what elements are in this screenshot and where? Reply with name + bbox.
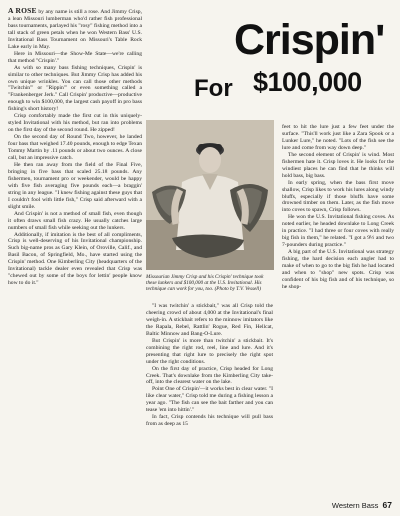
paragraph: As with so many bass fishing techniques, Crispin' is similar to other techniques. But Jimmy Crisp has added his own unique wrinkles. You can call those other methods "Twitchin'" or "Rippin'" or even something called a "Frankenberger Jerk." Call Crispin' productive—productive enough to win $100,000, the largest cash payoff in pro bass fishing's short history!: [8, 64, 142, 113]
paragraph: On the first day of practice, Crisp headed for Long Creek. That's downlake from the Kimberling City take-off, into the clearest water on the lake.: [146, 365, 273, 386]
article-title-for: For: [194, 75, 233, 102]
opening-paragraph: [8, 8, 142, 51]
paragraph: On the second day of Round Two, however, he landed four bass that weighed 17.40 pounds, enough to edge Texan Tommy Martin by .11 pounds or about two ounces. A close call, but an impressive catch.: [8, 134, 142, 162]
paragraph: Additionally, if imitation is the best of all compliments, Crisp is well-deserving of his Invitational championship. Such big-name pros as Gary Klein, of Oroville, Calif., and Basil Bacon, of Springfield, Mo., have started using the Crispin' method. One Kimberling City (headquarters of the Invitational) tackle dealer even revealed that Crisp was "chewed out by some of the boys for lettin' people know how to do it.": [8, 231, 142, 287]
angler-photo: [146, 120, 274, 270]
paragraph: Here in Missouri—the Show-Me State—we're calling that method "Crispin'.": [8, 50, 142, 64]
article-column-3: [282, 124, 394, 496]
lead-in-phrase: A ROSE: [8, 8, 37, 15]
page-number: 67: [382, 500, 392, 510]
photo-illustration: [146, 120, 274, 270]
article-title: Crispin': [234, 16, 385, 64]
paragraph: feet to hit the lure just a few feet under the surface. "This'll work just like a Zara Spook or a Lunker Lure," he noted. "Lots of the fish see the lure and come from way down deep.": [282, 124, 394, 151]
paragraph: But Crispin' is more than twitchin' a stickbait. It's combining the right rod, reel, line and lure. And it's presenting that right lure to precisely the right spot under the right conditions.: [146, 337, 273, 365]
paragraph: A big part of the U.S. Invitational was strategy fishing, the hard decision each angler had to make of when to go to the big fish he had located and when to "shop" new spots. Crisp was confident of his big fish and of his technique, so he shop-: [282, 249, 394, 290]
magazine-name: Western Bass: [331, 501, 379, 510]
page-footer: [332, 500, 392, 510]
paragraph: He then ran away from the field of the Final Five, bringing in five bass that scaled 25.18 pounds. Any fishermen, tournament pro or weekender, would be happy with five fish averaging five pounds each—a braggin' string in any league. "I knew fishing against these guys that I couldn't fool with little fish," Crisp said afterward with a slight smile.: [8, 161, 142, 210]
paragraph: Point One of Crispin'—it works best in clear water. "I like clear water," Crisp told me during a fishing lesson a year ago. "The fish can see the bait farther and you can tease 'em into hittin'.": [146, 386, 273, 414]
article-column-1: [8, 8, 142, 496]
paragraph: The second element of Crispin' is wind. Most fishermen hate it. Crisp loves it. He looks for the windiest places he can find that he thinks will hold bass, big bass.: [282, 151, 394, 179]
paragraph: And Crispin' is not a method of small fish, even though it often draws small fish crazy. He usually catches large numbers of small fish while seeking out the lunkers.: [8, 210, 142, 231]
article-column-2: [146, 303, 273, 501]
paragraph: In early spring, when the bass first move shallow, Crisp likes to work his lures along windy bluffs, especially if those bluffs have some drowned timber on them. Later, as the fish move into coves to spawn, Crisp follows.: [282, 179, 394, 214]
paragraph: "I was twitchin' a stickbait," was all Crisp told the cheering crowd of about 4,000 at the Invitational's final weigh-in. A stickbait refers to the minnow imitators like the Rapala, Rebel, Rattlin' Rogue, Red Fin, Hellcat, Baltic Minnow and Bang-O-Lure.: [146, 303, 273, 337]
paragraph: He won the U.S. Invitational fishing coves. As noted earlier, he headed downlake to Long Creek in practice. "I had three or four coves with really big fish in them," he related. "I got a 9½ and two 7-pounders during practice.": [282, 214, 394, 249]
paragraph: In fact, Crisp contends his technique will pull bass from as deep as 15: [146, 414, 273, 428]
paragraph: Crisp comfortably made the first cut in this uniquely-styled Invitational with his method, but ran into problems on the first day of the second round. He zipped!: [8, 113, 142, 134]
paragraph-text: by any name is still a rose. And Jimmy Crisp, a lean Missouri lumberman who'd rather fish professional bass tournaments, parlayed his "rosy" fishing method into a tall stack of green petals when he won Western Bass' U.S. Invitational Bass Tournament on Missouri's Table Rock Lake early in May.: [8, 9, 142, 50]
photo-caption: Missourian Jimmy Crisp and his Crispin' technique took these lunkers and $100,000 at the U.S. Invitational. His technique can work for you, too. (Photo by T.V. Vessell): [146, 274, 264, 293]
article-title-amount: $100,000: [253, 67, 362, 97]
